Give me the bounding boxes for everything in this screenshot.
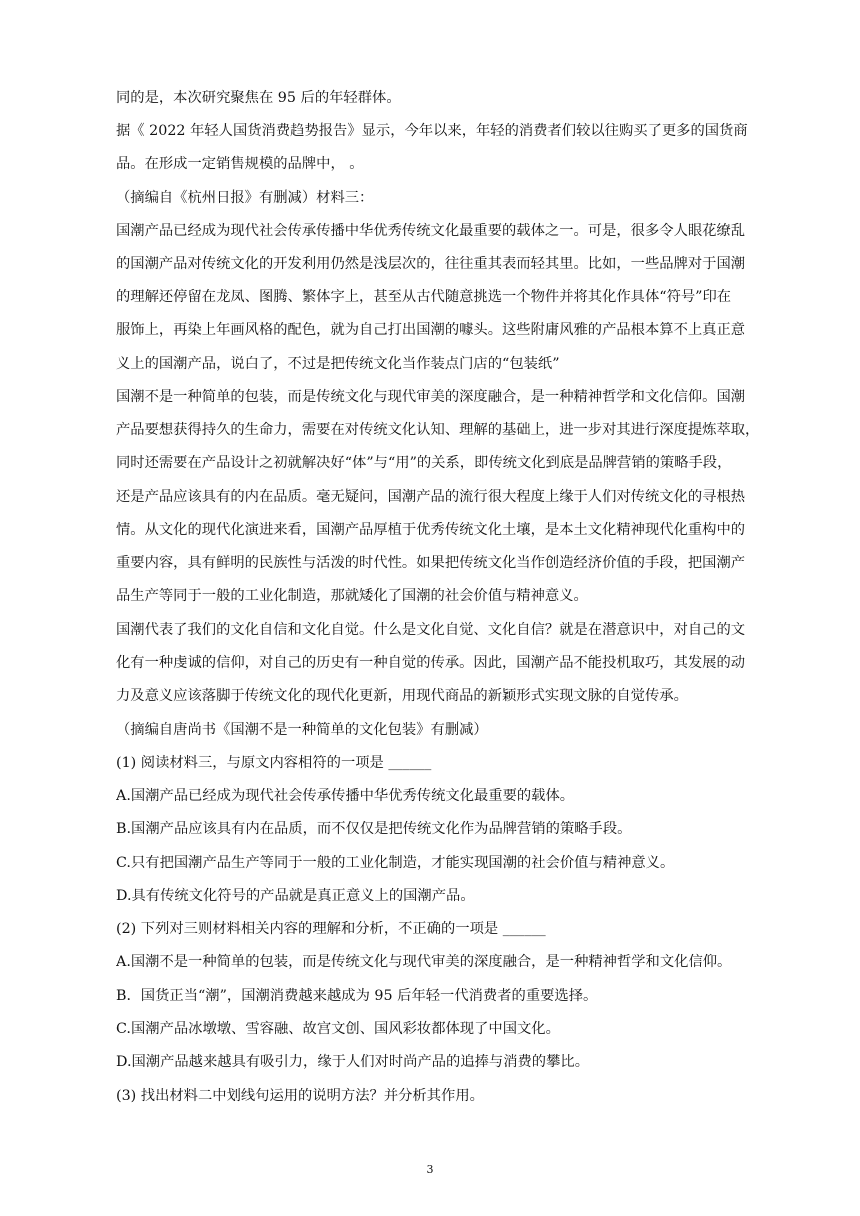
text-line: 产品要想获得持久的生命力，需要在对传统文化认知、理解的基础上，进一步对其进行深度提炼萃取， [116,422,760,438]
source-note: （摘编自唐尚书《国潮不是一种简单的文化包装》有删减） [116,722,488,738]
option-b: B．国货正当“潮”，国潮消费越来越成为 95 后年轻一代消费者的重要选择。 [116,988,598,1004]
question-3: (3) 找出材料二中划线句运用的说明方法？并分析其作用。 [116,1088,484,1104]
text-line: 国潮产品已经成为现代社会传承传播中华优秀传统文化最重要的载体之一。可是，很多令人眼花缭乱 [116,223,746,239]
text-line: 同的是，本次研究聚焦在 95 后的年轻群体。 [116,90,401,106]
text-line: 同时还需要在产品设计之初就解决好“体”与“用”的关系，即传统文化到底是品牌营销的策略手段， [116,455,732,471]
text-line: 的理解还停留在龙凤、图腾、繁体字上，甚至从古代随意挑选一个物件并将其化作具体“符号”印在 [116,289,732,305]
option-c: C.国潮产品冰墩墩、雪容融、故宫文创、国风彩妆都体现了中国文化。 [116,1021,560,1037]
option-d: D.国潮产品越来越具有吸引力，缘于人们对时尚产品的追捧与消费的攀比。 [116,1054,589,1070]
question-1: (1) 阅读材料三，与原文内容相符的一项是 ______ [116,755,432,771]
option-a: A.国潮产品已经成为现代社会传承传播中华优秀传统文化最重要的载体。 [116,788,575,804]
text-line: 力及意义应该落脚于传统文化的现代化更新，用现代商品的新颖形式实现文脉的自觉传承。 [116,688,688,704]
text-line: 情。从文化的现代化演进来看，国潮产品厚植于优秀传统文化土壤，是本土文化精神现代化重构中的 [116,522,746,538]
option-a: A.国潮不是一种简单的包装，而是传统文化与现代审美的深度融合，是一种精神哲学和文化信仰。 [116,954,732,970]
text-line: 国潮不是一种简单的包装，而是传统文化与现代审美的深度融合，是一种精神哲学和文化信仰。国潮 [116,389,746,405]
page-number: 3 [426,1163,434,1176]
text-line: 据《 2022 年轻人国货消费趋势报告》显示，今年以来，年轻的消费者们较以往购买了更多的国货商 [116,123,748,139]
option-c: C.只有把国潮产品生产等同于一般的工业化制造，才能实现国潮的社会价值与精神意义。 [116,855,675,871]
text-line: 重要内容，具有鲜明的民族性与活泼的时代性。如果把传统文化当作创造经济价值的手段，把国潮产 [116,555,746,571]
text-line: 还是产品应该具有的内在品质。毫无疑问，国潮产品的流行很大程度上缘于人们对传统文化的寻根热 [116,489,746,505]
text-line: 化有一种虔诚的信仰，对自己的历史有一种自觉的传承。因此，国潮产品不能投机取巧，其发展的动 [116,655,746,671]
text-line: 的国潮产品对传统文化的开发利用仍然是浅层次的，往往重其表而轻其里。比如，一些品牌对于国潮 [116,256,746,272]
text-line: 国潮代表了我们的文化自信和文化自觉。什么是文化自觉、文化自信？就是在潜意识中，对自己的文 [116,622,746,638]
option-b: B.国潮产品应该具有内在品质，而不仅仅是把传统文化作为品牌营销的策略手段。 [116,821,632,837]
question-2: (2) 下列对三则材料相关内容的理解和分析，不正确的一项是 ______ [116,921,546,937]
text-line: 服饰上，再染上年画风格的配色，就为自己打出国潮的噱头。这些附庸风雅的产品根本算不上真正意 [116,322,746,338]
text-line: 义上的国潮产品，说白了，不过是把传统文化当作装点门店的“包装纸” [116,356,560,372]
text-line: 品。在形成一定销售规模的品牌中， 。 [116,156,364,172]
source-note: （摘编自《杭州日报》有删减）材料三： [116,190,374,206]
text-line: 品生产等同于一般的工业化制造，那就矮化了国潮的社会价值与精神意义。 [116,588,588,604]
option-d: D.具有传统文化符号的产品就是真正意义上的国潮产品。 [116,888,475,904]
